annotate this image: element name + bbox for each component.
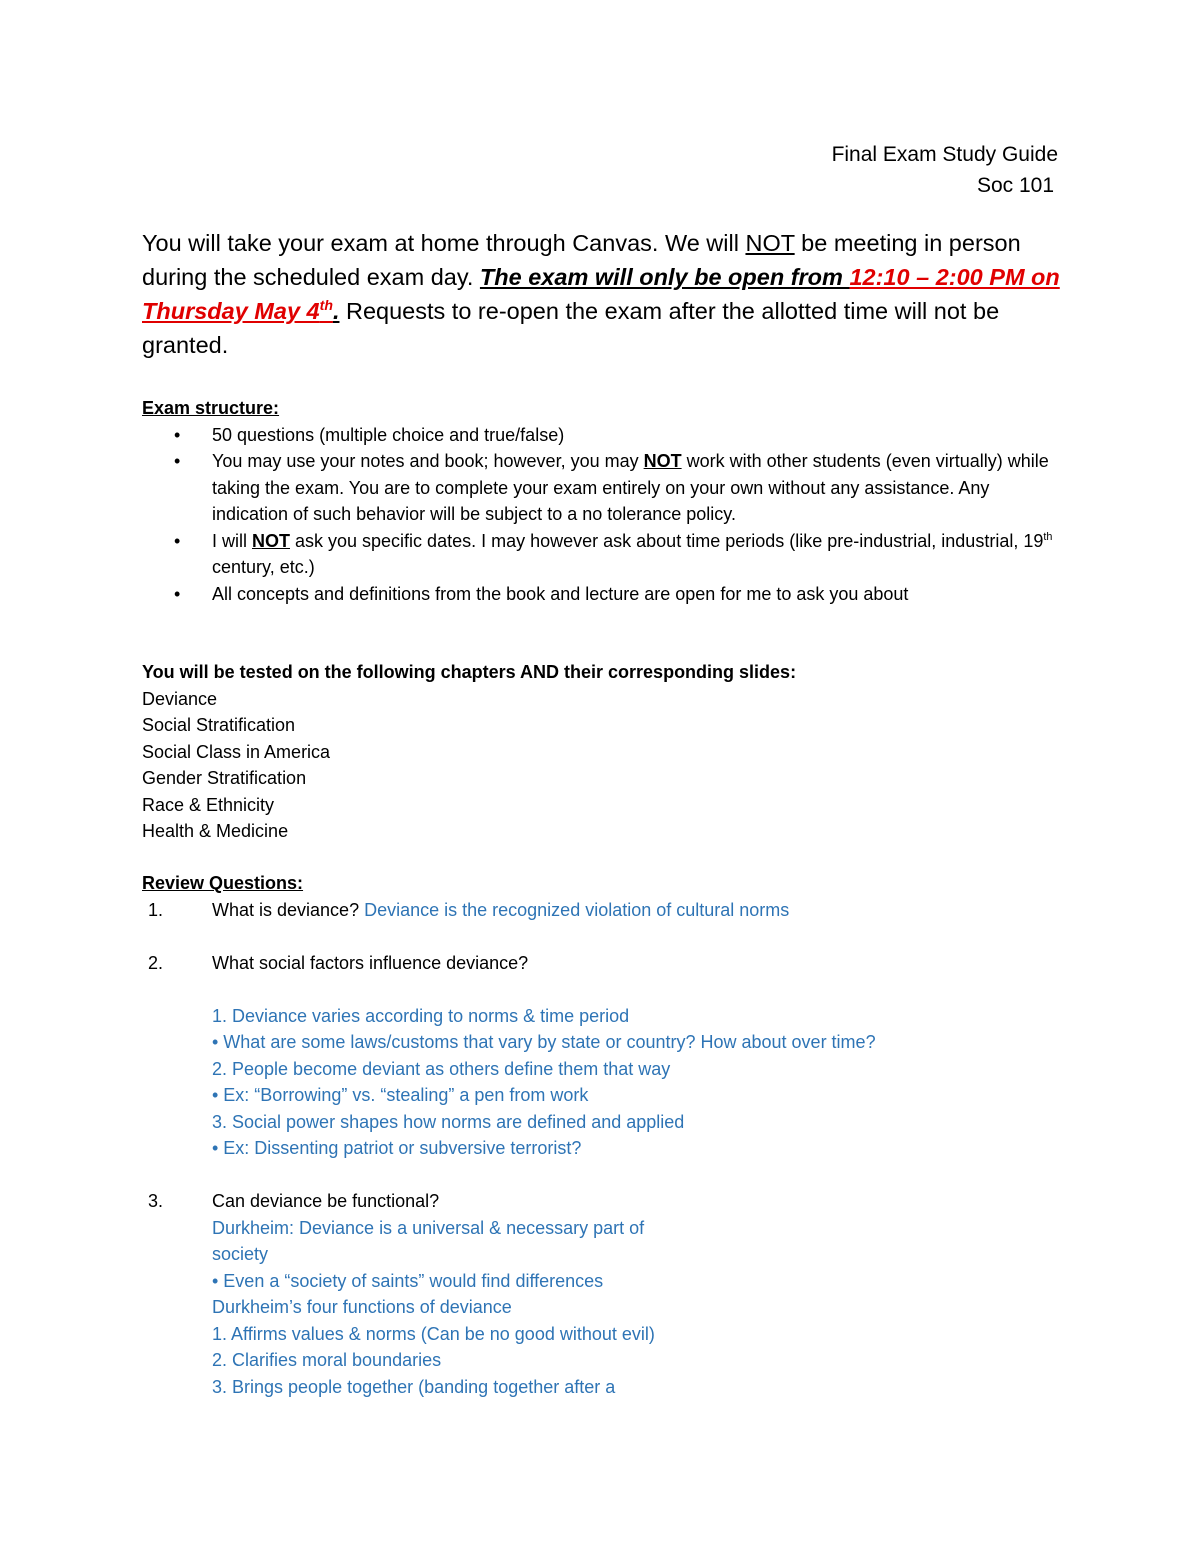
chapter-item: Race & Ethnicity: [142, 794, 275, 815]
chapter-item: Health & Medicine: [142, 821, 289, 841]
bullet-icon: •: [174, 424, 181, 445]
review-question-list: [142, 897, 1062, 1401]
open-window-lead: The exam will only be open from: [479, 264, 850, 290]
exam-structure-heading: Exam structure:: [142, 398, 280, 418]
intro-not: NOT: [745, 230, 795, 256]
chapter-item: Gender Stratification: [142, 768, 307, 788]
answer-line: • Even a “society of saints” would find differences: [212, 1270, 604, 1291]
answer-line: Durkheim: Deviance is a universal & necessary part of: [212, 1217, 645, 1238]
review-question-3: 3. Can deviance be functional?: [148, 1191, 440, 1211]
chapters-heading: You will be tested on the following chapters AND their corresponding slides:: [142, 662, 797, 682]
chapter-item: Social Stratification: [142, 715, 296, 735]
list-item: • You may use your notes and book; however, you may NOT work with other students (even virtually) while taking the exam. You are to complete your exam entirely on your own without any assistance. Any indication of such behavior will be subject to a no tolerance policy.: [142, 448, 1062, 528]
bullet-icon: •: [174, 583, 181, 604]
list-item: • All concepts and definitions from the book and lecture are open for me to ask you about: [142, 581, 1062, 608]
exam-structure-list: [142, 422, 1062, 608]
review-question-1: 1. What is deviance? Deviance is the recognized violation of cultural norms: [148, 899, 790, 920]
answer-line: • Ex: “Borrowing” vs. “stealing” a pen from work: [212, 1085, 589, 1105]
answer-line: • What are some laws/customs that vary by state or country? How about over time?: [212, 1032, 876, 1052]
answer-line: 2. People become deviant as others define them that way: [212, 1058, 671, 1079]
review-heading: Review Questions:: [142, 873, 304, 893]
answer-line: Durkheim’s four functions of deviance: [212, 1297, 512, 1317]
bullet-icon: •: [174, 451, 181, 471]
review-questions-section: [142, 870, 1062, 1400]
review-question-2: 2. What social factors influence deviance?: [148, 952, 529, 973]
course-code: Soc 101: [976, 174, 1054, 197]
chapter-item: Deviance: [142, 688, 218, 709]
answer-line: • Ex: Dissenting patriot or subversive terrorist?: [212, 1138, 582, 1158]
answer-text: Deviance is the recognized violation of cultural norms: [364, 899, 790, 920]
answer-line: 1. Affirms values & norms (Can be no good without evil): [212, 1323, 655, 1344]
chapter-item: Social Class in America: [142, 741, 331, 762]
chapters-section: [142, 659, 1062, 845]
answer-line: 2. Clarifies moral boundaries: [212, 1350, 442, 1370]
open-window-time: 12:10 – 2:00 PM on Thursday May 4th: [142, 264, 1060, 324]
list-item: • 50 questions (multiple choice and true/false): [142, 422, 1062, 449]
exam-structure-section: [142, 395, 1062, 607]
answer-line: society: [212, 1244, 269, 1264]
intro-text-3: Requests to re-open the exam after the allotted time will not be granted.: [142, 298, 1000, 358]
intro-text-2: be meeting in person during the scheduled exam day.: [142, 230, 1021, 290]
answer-line: 1. Deviance varies according to norms & time period: [212, 1005, 630, 1026]
intro-text-1: You will take your exam at home through Canvas. We will: [142, 230, 746, 256]
answer-line: 3. Brings people together (banding together after a: [212, 1376, 616, 1397]
document-title: Final Exam Study Guide: [831, 143, 1058, 166]
bullet-icon: •: [174, 530, 181, 551]
open-window-period: .: [332, 298, 340, 324]
intro-paragraph: [142, 226, 1062, 362]
list-item: • I will NOT ask you specific dates. I may however ask about time periods (like pre-industrial, industrial, 19th century, etc.): [142, 528, 1062, 581]
answer-line: 3. Social power shapes how norms are defined and applied: [212, 1111, 685, 1132]
